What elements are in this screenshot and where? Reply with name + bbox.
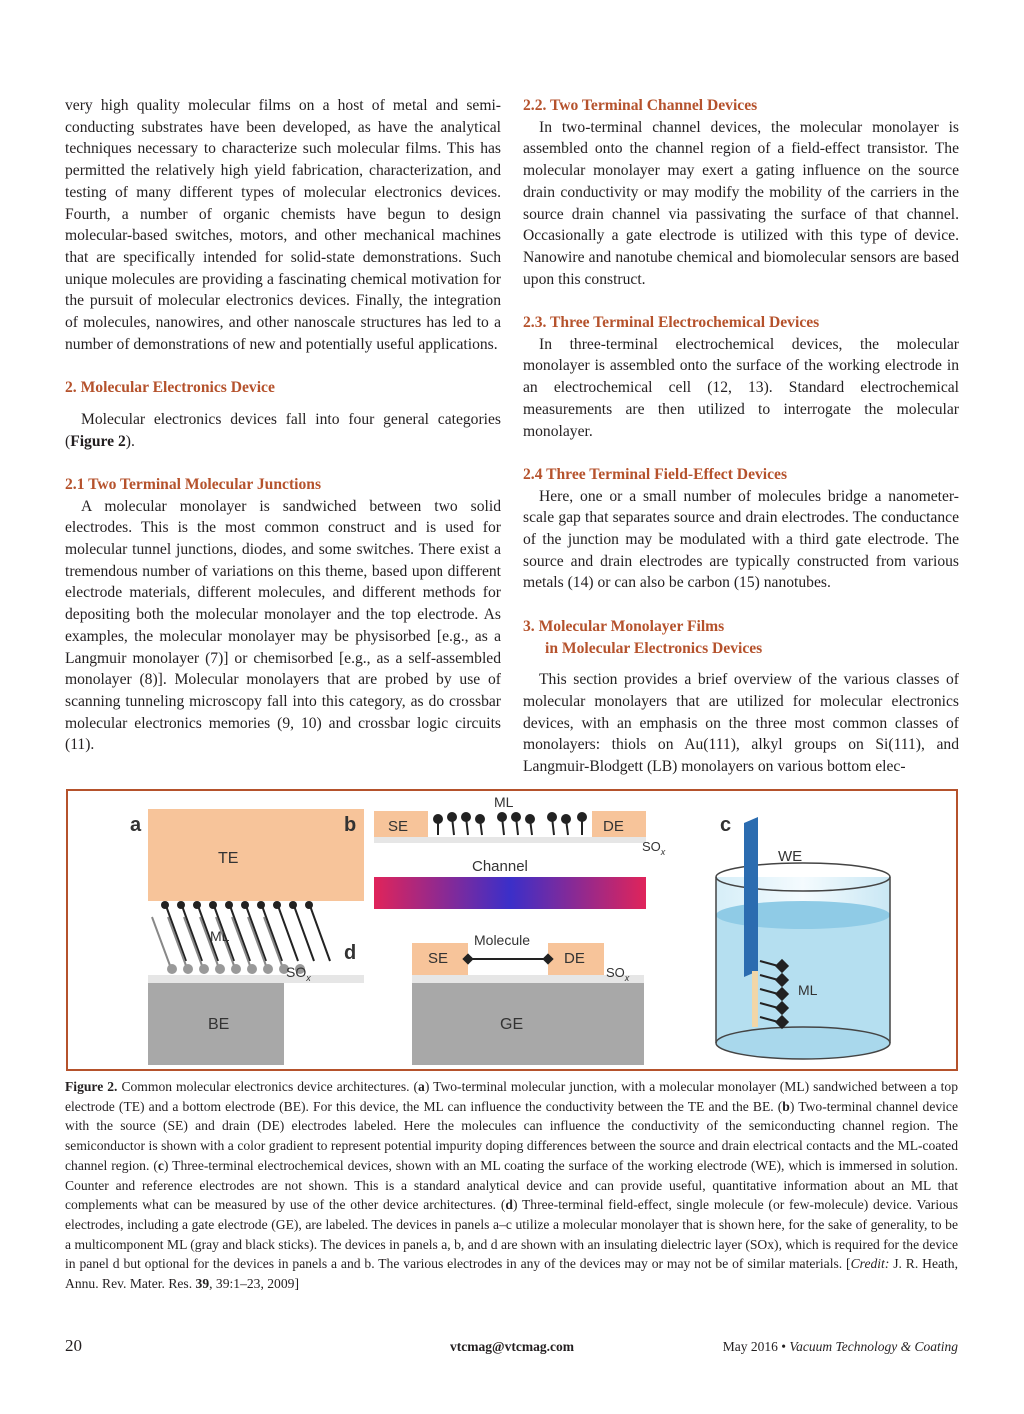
te-label: TE	[218, 850, 239, 867]
panel-a-sox-layer	[148, 975, 364, 983]
figure-2-diagram	[68, 791, 956, 1069]
working-electrode-tip	[752, 971, 758, 1027]
panel-b-label: b	[344, 814, 357, 836]
electrolyte-solution	[716, 915, 890, 1043]
section-2-4-text: Here, one or a small number of molecules bridge a nanometer-scale gap that separates source and drain electrodes. The conductance of the junction may be modulated with a third gate electrode. The source and drain electrodes are typically constructed from various metals (14) or can also be carbon (15) nanotubes.	[523, 487, 959, 592]
section-3-heading-line2: in Molecular Electronics Devices	[545, 639, 763, 657]
panel-c-label: c	[720, 814, 732, 836]
section-2-3-text: In three-terminal electrochemical devices, the molecular monolayer is assembled onto the surface of the working electrode in an electrochemical cell (12, 13). Standard electrochemical measurements are then utilized to interrogate the molecular monolayer.	[523, 335, 959, 440]
panel-a	[130, 809, 364, 1065]
panel-c	[716, 814, 890, 1059]
panel-b-sox-layer	[374, 837, 646, 843]
page-number: 20	[65, 1336, 82, 1355]
section-2-2-text: In two-terminal channel devices, the molecular monolayer is assembled onto the channel region of a field-effect transistor. The molecular monolayer may exert a gating influence on the source drain conductivity or may modify the mobility of the carriers in the source drain channel via passivating the surface of that channel. Occasionally a gate electrode is utilized with this type of device. Nanowire and nanotube chemical and biomolecular sensors are based upon this construct.	[523, 118, 959, 288]
section-2-4-heading: 2.4 Three Terminal Field-Effect Devices	[523, 465, 788, 483]
cell-bottom	[716, 1027, 890, 1059]
footer-publication: May 2016 • Vacuum Technology & Coating	[722, 1339, 958, 1354]
section-2-1-text: A molecular monolayer is sandwiched between two solid electrodes. This is the most common construct and is used for molecular tunnel junctions, diodes, and some switches. There exist a tremendous number of variations on this theme, based upon different electrode materials, different molecules, and different methods for depositing both the molecular monolayer and the top electrode. As examples, the molecular monolayer may be physisorbed [e.g., as a Langmuir monolayer (7)] or chemisorbed [e.g., as a self-assembled monolayer (8)]. Molecular monolayers that are probed by use of scanning tunneling microscopy fall into this category, as do crossbar molecular electronics memories (9, 10) and crossbar logic circuits (11).	[65, 497, 501, 754]
left-column	[65, 95, 501, 756]
figure-2-frame	[66, 789, 958, 1071]
caption-label: Figure 2.	[65, 1079, 118, 1094]
footer-email[interactable]: vtcmag@vtcmag.com	[450, 1339, 574, 1354]
right-column	[523, 95, 959, 778]
caption-credit-label: Credit:	[850, 1256, 890, 1272]
panel-d	[344, 932, 644, 1065]
panel-d-label: d	[344, 942, 357, 964]
ge-label: GE	[500, 1016, 524, 1033]
panel-a-label: a	[130, 814, 142, 836]
top-electrode	[148, 809, 364, 901]
panel-c-ml-label: ML	[798, 982, 818, 998]
molecule-label: Molecule	[474, 932, 531, 948]
section-2-heading: 2. Molecular Electronics Device	[65, 379, 275, 397]
panel-a-ml-label: ML	[210, 928, 230, 944]
panel-a-molecules	[152, 903, 330, 971]
we-label: WE	[778, 848, 803, 865]
figure-2-reference: Figure 2	[70, 432, 126, 450]
section-3-text: This section provides a brief overview of the various classes of molecular monolayers that are utilized for molecular electronics devices, with an emphasis on the three most common classes of monolayers: thiols on Au(111), alkyl groups on Si(111), and Langmuir-Blodgett (LB) monolayers on various bottom elec-	[523, 671, 959, 776]
section-2-3-heading: 2.3. Three Terminal Electrochemical Devices	[523, 314, 820, 332]
working-electrode	[744, 817, 758, 977]
gate-electrode	[412, 983, 644, 1065]
channel-label: Channel	[472, 858, 528, 875]
section-3-heading-line1: 3. Molecular Monolayer Films	[523, 617, 725, 635]
section-2-2-heading: 2.2. Two Terminal Channel Devices	[523, 97, 758, 114]
panel-b-ml-label: ML	[494, 794, 514, 810]
be-label: BE	[208, 1016, 230, 1033]
panel-b-de-label: DE	[603, 818, 624, 835]
panel-d-de-label: DE	[564, 950, 585, 967]
panel-d-sox-label: $SO_x$	[606, 965, 630, 983]
semiconductor-channel	[374, 877, 646, 909]
panel-d-se-label: SE	[428, 950, 449, 967]
solution-surface	[716, 901, 890, 929]
section-2-text: Molecular electronics devices fall into four general categories (Figure 2).	[65, 410, 501, 450]
panel-b-molecules	[434, 813, 586, 835]
figure-2-caption: Figure 2. Common molecular electronics device architectures. (a) Two-terminal molecular junction, with a molecular monolayer (ML) sandwiched between a top electrode (TE) and a bottom electrode (BE). For this device, the ML can influence the conductivity between the TE and the BE. (b) Two-terminal channel device with the source (SE) and drain (DE) electrodes labeled. Here the molecules can influence the conductivity of the semiconducting channel region. The semiconductor is shown with a color gradient to represent potential impurity doping differences between the source and drain electrical contacts and the ML-coated channel region. (c) Three-terminal electrochemical devices, shown with an ML coating the surface of the working electrode (WE), which is immersed in solution. Counter and reference electrodes are not shown. This is a standard analytical device and can provide useful, quantitative information about an ML that complements what can be measured by use of the other device architectures. (d) Three-terminal field-effect, single molecule (or few-molecule) device. Various electrodes, including a gate electrode (GE), are labeled. The devices in panels a–c utilize a molecular monolayer that is shown here, for the sake of generality, to be a multicomponent ML (gray and black sticks). The devices in panels a, b, and d are shown with an insulating dielectric layer (SOx), which is required for the device in panel d but optional for the devices in panels a and b. The various electrodes in any of the devices may or may not be of similar materials. [Credit: J. R. Heath, Annu. Rev. Mater. Res. 39, 39:1–23, 2009]	[65, 1079, 959, 1292]
panel-b-se-label: SE	[388, 818, 409, 835]
panel-a-sox-label: $SO_x$	[286, 964, 311, 983]
panel-b-sox-label: $SO_x$	[642, 839, 666, 857]
intro-paragraph: very high quality molecular films on a host of metal and semiconducting substrates have been developed, as have the analytical techniques necessary to characterize such molecular films. This has permitted the relatively high yield fabrication, characterization, and testing of many different types of molecular electronics devices. Fourth, a number of organic chemists have begun to design molecular-based switches, motors, and other mechanical machines that are specifically intended for solid-state demonstrations. Such unique molecules are providing a fascinating chemical motivation for the pursuit of molecular electronics devices. Finally, the integration of molecules, nanowires, and other nanoscale structures has led to a number of demonstrations of new and potentially useful applications.	[65, 97, 501, 353]
section-2-1-heading: 2.1 Two Terminal Molecular Junctions	[65, 475, 322, 493]
panel-b	[344, 794, 666, 909]
